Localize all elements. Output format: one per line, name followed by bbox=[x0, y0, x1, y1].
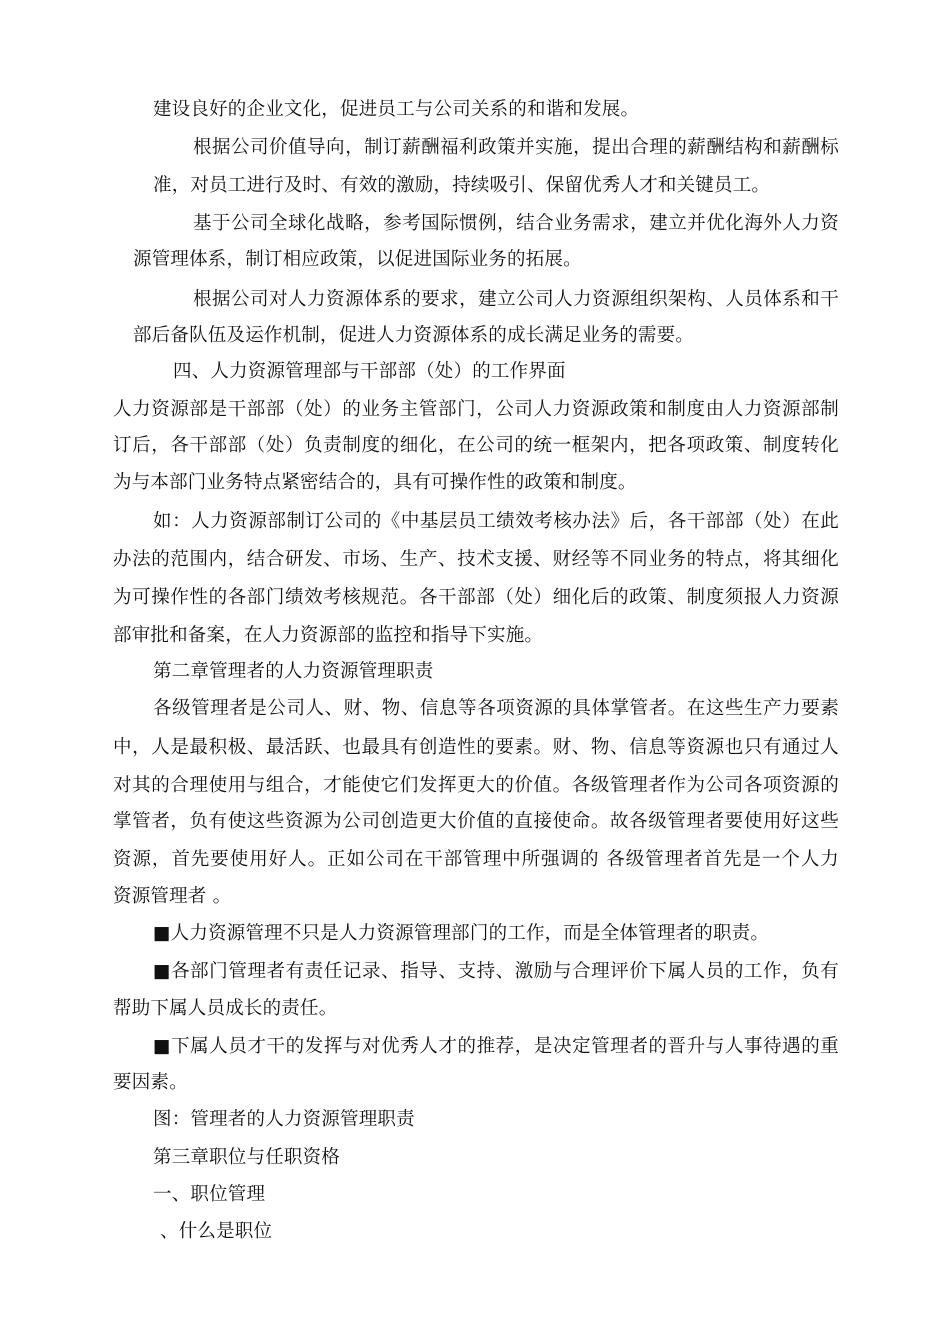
chapter-heading: 第三章职位与任职资格 bbox=[153, 1147, 341, 1168]
text-line: 订后，各干部部（处）负责制度的细化，在公司的统一框架内，把各项政策、制度转化 bbox=[113, 435, 839, 456]
text-line: 根据公司对人力资源体系的要求，建立公司人力资源组织架构、人员体系和干 bbox=[193, 289, 839, 310]
bullet-item: ■人力资源管理不只是人力资源管理部门的工作，而是全体管理者的职责。 bbox=[153, 923, 770, 944]
text-line: 资源，首先要使用好人。正如公司在干部管理中所强调的 各级管理者首先是一个人力 bbox=[113, 849, 839, 870]
figure-caption: 图：管理者的人力资源管理职责 bbox=[153, 1109, 415, 1130]
text-line: 准，对员工进行及时、有效的激励，持续吸引、保留优秀人才和关键员工。 bbox=[153, 175, 771, 196]
text-line: 掌管者，负有使这些资源为公司创造更大价值的直接使命。故各级管理者要使用好这些 bbox=[113, 811, 839, 832]
subsection-heading: 、什么是职位 bbox=[160, 1221, 273, 1242]
text-line: 中，人是最积极、最活跃、也最具有创造性的要素。财、物、信息等资源也只有通过人 bbox=[113, 737, 839, 758]
bullet-item: ■各部门管理者有责任记录、指导、支持、激励与合理评价下属人员的工作，负有 bbox=[153, 961, 839, 982]
text-line: 要因素。 bbox=[113, 1072, 188, 1093]
text-line: 源管理体系，制订相应政策，以促进国际业务的拓展。 bbox=[133, 249, 582, 270]
text-line: 人力资源部是干部部（处）的业务主管部门，公司人力资源政策和制度由人力资源部制 bbox=[113, 399, 839, 420]
chapter-heading: 第二章管理者的人力资源管理职责 bbox=[153, 661, 434, 682]
section-heading: 四、人力资源管理部与干部部（处）的工作界面 bbox=[173, 361, 566, 382]
text-line: 如：人力资源部制订公司的《中基层员工绩效考核办法》后，各干部部（处）在此 bbox=[153, 511, 839, 532]
text-line: 帮助下属人员成长的责任。 bbox=[113, 998, 338, 1019]
text-line: 根据公司价值导向，制订薪酬福利政策并实施，提出合理的薪酬结构和薪酬标 bbox=[193, 137, 839, 158]
text-line: 为与本部门业务特点紧密结合的，具有可操作性的政策和制度。 bbox=[113, 472, 637, 493]
text-line: 为可操作性的各部门绩效考核规范。各干部部（处）细化后的政策、制度须报人力资源 bbox=[113, 587, 839, 608]
text-line: 办法的范围内，结合研发、市场、生产、技术支援、财经等不同业务的特点，将其细化 bbox=[113, 549, 839, 570]
text-line: 资源管理者 。 bbox=[113, 886, 232, 907]
text-line: 对其的合理使用与组合，才能使它们发挥更大的价值。各级管理者作为公司各项资源的 bbox=[113, 775, 839, 796]
text-line: 部后备队伍及运作机制，促进人力资源体系的成长满足业务的需要。 bbox=[133, 325, 695, 346]
text-line: 各级管理者是公司人、财、物、信息等各项资源的具体掌管者。在这些生产力要素 bbox=[153, 698, 839, 719]
text-line: 建设良好的企业文化，促进员工与公司关系的和谐和发展。 bbox=[153, 99, 640, 120]
text-line: 基于公司全球化战略，参考国际惯例，结合业务需求，建立并优化海外人力资 bbox=[193, 213, 839, 234]
section-heading: 一、职位管理 bbox=[153, 1184, 266, 1205]
text-line: 部审批和备案，在人力资源部的监控和指导下实施。 bbox=[113, 625, 544, 646]
bullet-item: ■下属人员才干的发挥与对优秀人才的推荐，是决定管理者的晋升与人事待遇的重 bbox=[153, 1036, 839, 1057]
